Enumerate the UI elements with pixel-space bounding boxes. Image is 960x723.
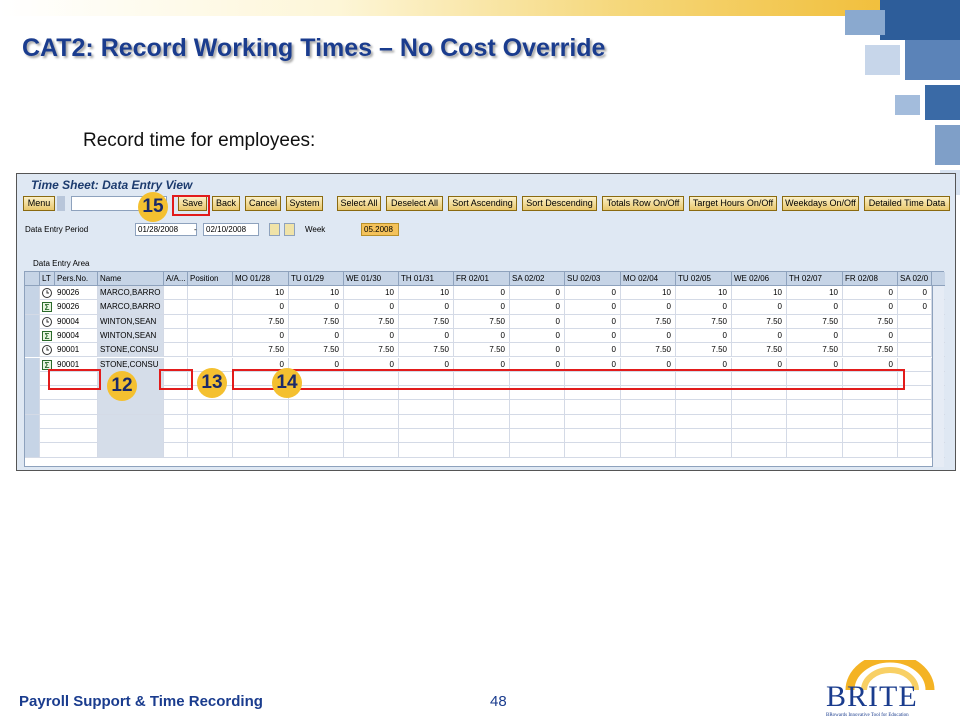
hours-cell[interactable]: 10 xyxy=(732,286,787,300)
pers-no-cell[interactable]: 90004 xyxy=(55,329,98,343)
hours-cell[interactable] xyxy=(510,415,565,429)
hours-cell[interactable] xyxy=(344,400,399,414)
hours-cell[interactable] xyxy=(289,443,344,457)
hours-cell[interactable] xyxy=(787,443,843,457)
hours-cell[interactable] xyxy=(898,343,932,357)
week-label: Week xyxy=(305,225,326,234)
hours-cell[interactable]: 0 xyxy=(621,358,676,372)
hours-cell[interactable] xyxy=(787,429,843,443)
clock-icon xyxy=(42,288,52,298)
hours-cell[interactable] xyxy=(289,415,344,429)
hours-cell[interactable] xyxy=(399,400,454,414)
callout-badge-14: 14 xyxy=(272,368,302,398)
aa-cell[interactable] xyxy=(164,329,188,343)
svg-text:BRITE: BRITE xyxy=(826,680,918,713)
hours-cell[interactable] xyxy=(454,443,510,457)
pers-no-cell[interactable] xyxy=(55,443,98,457)
hours-cell[interactable]: 7.50 xyxy=(732,315,787,329)
hours-cell[interactable] xyxy=(898,415,932,429)
page-number: 48 xyxy=(490,693,507,710)
hours-cell[interactable]: 10 xyxy=(344,286,399,300)
pers-no-cell[interactable] xyxy=(55,415,98,429)
hours-cell[interactable] xyxy=(676,400,732,414)
hours-cell[interactable]: 0 xyxy=(510,315,565,329)
name-cell: STONE,CONSU xyxy=(98,358,164,372)
hours-cell[interactable] xyxy=(344,415,399,429)
hours-cell[interactable]: 7.50 xyxy=(621,315,676,329)
sum-icon: Σ xyxy=(42,331,52,341)
slide-footer: Payroll Support & Time Recording xyxy=(19,693,263,710)
hours-cell[interactable]: 0 xyxy=(843,286,898,300)
hours-cell[interactable]: 0 xyxy=(454,329,510,343)
system-button[interactable]: System xyxy=(286,196,323,211)
name-cell: WINTON,SEAN xyxy=(98,329,164,343)
hours-cell[interactable] xyxy=(787,415,843,429)
hours-cell[interactable]: 0 xyxy=(621,329,676,343)
hours-cell[interactable]: 0 xyxy=(676,300,732,314)
hours-cell[interactable]: 10 xyxy=(233,286,289,300)
row-selector[interactable] xyxy=(25,400,40,414)
table-row[interactable] xyxy=(25,400,945,414)
back-button[interactable]: Back xyxy=(212,196,240,211)
hours-cell[interactable]: 0 xyxy=(399,329,454,343)
save-button[interactable]: Save xyxy=(178,196,207,211)
hours-cell[interactable]: 0 xyxy=(898,286,932,300)
period-to-input[interactable]: 02/10/2008 xyxy=(203,223,259,236)
hours-cell[interactable]: 0 xyxy=(732,329,787,343)
hours-cell[interactable]: 0 xyxy=(565,286,621,300)
hours-cell[interactable]: 7.50 xyxy=(399,315,454,329)
aa-cell[interactable] xyxy=(164,315,188,329)
column-header-day[interactable]: WE 01/30 xyxy=(344,272,399,286)
hours-cell[interactable] xyxy=(732,429,787,443)
column-header-day[interactable]: WE 02/06 xyxy=(732,272,787,286)
hours-cell[interactable]: 7.50 xyxy=(787,315,843,329)
column-header-day[interactable]: SA 02/02 xyxy=(510,272,565,286)
pers-no-cell[interactable] xyxy=(55,429,98,443)
hours-cell[interactable] xyxy=(510,443,565,457)
table-header xyxy=(25,272,945,286)
hours-cell[interactable]: 0 xyxy=(233,300,289,314)
hours-cell[interactable] xyxy=(621,429,676,443)
hours-cell[interactable]: 0 xyxy=(399,300,454,314)
column-header-day[interactable]: MO 01/28 xyxy=(233,272,289,286)
hours-cell[interactable] xyxy=(289,429,344,443)
hours-cell[interactable]: 0 xyxy=(787,358,843,372)
row-selector[interactable] xyxy=(25,443,40,457)
name-cell: WINTON,SEAN xyxy=(98,315,164,329)
pers-no-cell[interactable]: 90001 xyxy=(55,343,98,357)
table-row[interactable] xyxy=(25,315,945,329)
row-selector[interactable] xyxy=(25,315,40,329)
hours-cell[interactable] xyxy=(843,400,898,414)
hours-cell[interactable] xyxy=(621,400,676,414)
column-header-day[interactable]: TH 01/31 xyxy=(399,272,454,286)
menu-button[interactable]: Menu xyxy=(23,196,55,211)
column-header-day[interactable]: TU 01/29 xyxy=(289,272,344,286)
hours-cell[interactable] xyxy=(399,443,454,457)
aa-cell[interactable] xyxy=(164,300,188,314)
table-row[interactable] xyxy=(25,300,945,314)
hours-cell[interactable]: 7.50 xyxy=(732,343,787,357)
position-cell[interactable] xyxy=(188,315,233,329)
slide-subtitle: Record time for employees: xyxy=(83,130,316,151)
aa-cell[interactable] xyxy=(164,429,188,443)
table-row[interactable] xyxy=(25,443,945,457)
name-cell: MARCO,BARRO xyxy=(98,300,164,314)
hours-cell[interactable]: 0 xyxy=(565,358,621,372)
hours-cell[interactable]: 0 xyxy=(565,315,621,329)
period-separator: - xyxy=(194,225,197,234)
hours-cell[interactable]: 0 xyxy=(676,329,732,343)
period-from-input[interactable]: 01/28/2008 xyxy=(135,223,197,236)
hours-cell[interactable]: 0 xyxy=(289,300,344,314)
hours-cell[interactable] xyxy=(233,400,289,414)
hours-cell[interactable] xyxy=(843,443,898,457)
clock-icon xyxy=(42,317,52,327)
hours-cell[interactable]: 0 xyxy=(843,300,898,314)
hours-cell[interactable] xyxy=(732,415,787,429)
hours-cell[interactable] xyxy=(676,443,732,457)
hours-cell[interactable] xyxy=(233,429,289,443)
hours-cell[interactable]: 0 xyxy=(565,329,621,343)
hours-cell[interactable]: 0 xyxy=(898,300,932,314)
hours-cell[interactable]: 10 xyxy=(399,286,454,300)
hours-cell[interactable] xyxy=(233,443,289,457)
hours-cell[interactable]: 7.50 xyxy=(289,315,344,329)
row-selector[interactable] xyxy=(25,286,40,300)
row-selector[interactable] xyxy=(25,386,40,400)
hours-cell[interactable] xyxy=(565,415,621,429)
menu-arrow-icon[interactable] xyxy=(57,196,65,211)
sort-ascending-button[interactable]: Sort Ascending xyxy=(448,196,517,211)
sum-icon: Σ xyxy=(42,302,52,312)
aa-cell[interactable] xyxy=(164,286,188,300)
next-period-icon[interactable] xyxy=(284,223,295,236)
hours-cell[interactable] xyxy=(843,429,898,443)
hours-cell[interactable] xyxy=(565,443,621,457)
position-cell[interactable] xyxy=(188,343,233,357)
hours-cell[interactable] xyxy=(510,429,565,443)
hours-cell[interactable] xyxy=(454,429,510,443)
deselect-all-button[interactable]: Deselect All xyxy=(386,196,443,211)
hours-cell[interactable] xyxy=(843,415,898,429)
column-header-name[interactable]: Name xyxy=(98,272,164,286)
position-cell[interactable] xyxy=(188,415,233,429)
hours-cell[interactable]: 0 xyxy=(510,300,565,314)
period-label: Data Entry Period xyxy=(25,225,89,234)
callout-badge-12: 12 xyxy=(107,371,137,401)
hours-cell[interactable]: 7.50 xyxy=(843,315,898,329)
hours-cell[interactable] xyxy=(898,315,932,329)
name-cell xyxy=(98,443,164,457)
hours-cell[interactable]: 0 xyxy=(233,358,289,372)
hours-cell[interactable]: 7.50 xyxy=(454,315,510,329)
row-selector[interactable] xyxy=(25,429,40,443)
row-selector[interactable] xyxy=(25,329,40,343)
hours-cell[interactable] xyxy=(732,400,787,414)
sort-descending-button[interactable]: Sort Descending xyxy=(522,196,597,211)
column-header-day[interactable]: FR 02/08 xyxy=(843,272,898,286)
hours-cell[interactable]: 7.50 xyxy=(233,315,289,329)
name-cell xyxy=(98,415,164,429)
pers-no-cell[interactable]: 90026 xyxy=(55,300,98,314)
hours-cell[interactable] xyxy=(454,415,510,429)
totals-row-button[interactable]: Totals Row On/Off xyxy=(602,196,684,211)
aa-cell[interactable] xyxy=(164,443,188,457)
hours-cell[interactable] xyxy=(898,400,932,414)
hours-cell[interactable]: 0 xyxy=(344,329,399,343)
table-row[interactable] xyxy=(25,429,945,443)
detailed-time-data-button[interactable]: Detailed Time Data xyxy=(864,196,950,211)
column-header-position[interactable]: Position xyxy=(188,272,233,286)
hours-cell[interactable]: 0 xyxy=(399,358,454,372)
hours-cell[interactable]: 0 xyxy=(787,300,843,314)
row-selector[interactable] xyxy=(25,358,40,372)
svg-text:BRowards Innovative Tool for E: BRowards Innovative Tool for Education xyxy=(826,713,909,718)
hours-cell[interactable]: 0 xyxy=(454,358,510,372)
hours-cell[interactable]: 7.50 xyxy=(399,343,454,357)
slide-title: CAT2: Record Working Times – No Cost Override xyxy=(22,34,606,62)
hours-cell[interactable]: 0 xyxy=(289,358,344,372)
hours-cell[interactable]: 0 xyxy=(344,300,399,314)
hours-cell[interactable]: 0 xyxy=(510,286,565,300)
hours-cell[interactable] xyxy=(344,429,399,443)
select-all-button[interactable]: Select All xyxy=(337,196,381,211)
name-cell xyxy=(98,429,164,443)
hours-cell[interactable]: 0 xyxy=(565,300,621,314)
decorative-corner-squares xyxy=(785,0,960,200)
hours-cell[interactable] xyxy=(898,329,932,343)
pers-no-cell[interactable]: 90026 xyxy=(55,286,98,300)
hours-cell[interactable]: 0 xyxy=(843,329,898,343)
hours-cell[interactable]: 7.50 xyxy=(344,315,399,329)
hours-cell[interactable] xyxy=(898,443,932,457)
table-row[interactable] xyxy=(25,415,945,429)
cancel-button[interactable]: Cancel xyxy=(245,196,281,211)
name-cell: STONE,CONSU xyxy=(98,343,164,357)
hours-cell[interactable]: 7.50 xyxy=(787,343,843,357)
hours-cell[interactable] xyxy=(565,429,621,443)
row-selector[interactable] xyxy=(25,300,40,314)
pers-no-cell[interactable]: 90004 xyxy=(55,315,98,329)
hours-cell[interactable]: 0 xyxy=(510,358,565,372)
column-header-aa[interactable]: A/A... xyxy=(164,272,188,286)
hours-cell[interactable]: 7.50 xyxy=(454,343,510,357)
week-input[interactable]: 05.2008 xyxy=(361,223,399,236)
hours-cell[interactable]: 0 xyxy=(344,358,399,372)
hours-cell[interactable] xyxy=(676,415,732,429)
hours-cell[interactable]: 0 xyxy=(676,358,732,372)
hours-cell[interactable] xyxy=(787,400,843,414)
hours-cell[interactable]: 0 xyxy=(289,329,344,343)
hours-cell[interactable]: 0 xyxy=(621,300,676,314)
hours-cell[interactable] xyxy=(454,400,510,414)
hours-cell[interactable]: 0 xyxy=(732,358,787,372)
hours-cell[interactable] xyxy=(732,443,787,457)
column-header-day[interactable]: TH 02/07 xyxy=(787,272,843,286)
hours-cell[interactable]: 0 xyxy=(565,343,621,357)
column-header-day[interactable]: MO 02/04 xyxy=(621,272,676,286)
hours-cell[interactable] xyxy=(510,400,565,414)
hours-cell[interactable]: 0 xyxy=(454,300,510,314)
column-header-lt[interactable]: LT xyxy=(40,272,55,286)
hours-cell[interactable]: 7.50 xyxy=(843,343,898,357)
window-title: Time Sheet: Data Entry View xyxy=(31,178,193,192)
hours-cell[interactable]: 7.50 xyxy=(289,343,344,357)
hours-cell[interactable] xyxy=(621,443,676,457)
position-cell[interactable] xyxy=(188,300,233,314)
hours-cell[interactable]: 10 xyxy=(787,286,843,300)
brite-logo xyxy=(820,660,956,718)
hours-cell[interactable] xyxy=(344,443,399,457)
column-header-pers[interactable]: Pers.No. xyxy=(55,272,98,286)
hours-cell[interactable]: 0 xyxy=(454,286,510,300)
callout-box-save xyxy=(172,195,210,216)
callout-box-hours xyxy=(232,369,905,390)
column-header-day[interactable]: SA 02/0 xyxy=(898,272,932,286)
aa-cell[interactable] xyxy=(164,343,188,357)
hours-cell[interactable]: 7.50 xyxy=(233,343,289,357)
callout-badge-13: 13 xyxy=(197,368,227,398)
prev-period-icon[interactable] xyxy=(269,223,280,236)
callout-box-aa xyxy=(159,369,193,390)
position-cell[interactable] xyxy=(188,329,233,343)
vertical-scrollbar[interactable] xyxy=(932,286,944,467)
table-row[interactable] xyxy=(25,343,945,357)
aa-cell[interactable] xyxy=(164,415,188,429)
table-row[interactable] xyxy=(25,329,945,343)
hours-cell[interactable] xyxy=(676,429,732,443)
position-cell[interactable] xyxy=(188,429,233,443)
column-header-day[interactable]: FR 02/01 xyxy=(454,272,510,286)
hours-cell[interactable]: 0 xyxy=(787,329,843,343)
hours-cell[interactable] xyxy=(399,429,454,443)
hours-cell[interactable]: 7.50 xyxy=(621,343,676,357)
hours-cell[interactable]: 0 xyxy=(732,300,787,314)
pers-no-cell[interactable] xyxy=(55,400,98,414)
select-all-icon[interactable] xyxy=(25,272,40,286)
hours-cell[interactable]: 10 xyxy=(289,286,344,300)
hours-cell[interactable] xyxy=(898,429,932,443)
hours-cell[interactable]: 7.50 xyxy=(344,343,399,357)
name-cell: MARCO,BARRO xyxy=(98,286,164,300)
sum-icon: Σ xyxy=(42,360,52,370)
hours-cell[interactable]: 0 xyxy=(510,329,565,343)
name-cell xyxy=(98,400,164,414)
hours-cell[interactable]: 10 xyxy=(676,286,732,300)
hours-cell[interactable]: 7.50 xyxy=(676,343,732,357)
table-row[interactable] xyxy=(25,286,945,300)
hours-cell[interactable]: 7.50 xyxy=(676,315,732,329)
position-cell[interactable] xyxy=(188,286,233,300)
position-cell[interactable] xyxy=(188,443,233,457)
hours-cell[interactable]: 0 xyxy=(233,329,289,343)
hours-cell[interactable] xyxy=(399,415,454,429)
callout-box-pers-no xyxy=(48,369,101,390)
column-header-day[interactable]: TU 02/05 xyxy=(676,272,732,286)
hours-cell[interactable]: 0 xyxy=(510,343,565,357)
row-selector[interactable] xyxy=(25,415,40,429)
pers-no-cell[interactable]: 90001 xyxy=(55,358,98,372)
hours-cell[interactable] xyxy=(565,400,621,414)
hours-cell[interactable]: 10 xyxy=(621,286,676,300)
position-cell[interactable] xyxy=(188,400,233,414)
data-entry-area-label: Data Entry Area xyxy=(33,259,90,268)
aa-cell[interactable] xyxy=(164,400,188,414)
hours-cell[interactable]: 0 xyxy=(843,358,898,372)
row-selector[interactable] xyxy=(25,372,40,386)
row-selector[interactable] xyxy=(25,343,40,357)
hours-cell[interactable] xyxy=(621,415,676,429)
target-hours-button[interactable]: Target Hours On/Off xyxy=(689,196,777,211)
weekdays-button[interactable]: Weekdays On/Off xyxy=(782,196,859,211)
column-header-day[interactable]: SU 02/03 xyxy=(565,272,621,286)
hours-cell[interactable] xyxy=(233,415,289,429)
clock-icon xyxy=(42,345,52,355)
callout-badge-15: 15 xyxy=(138,192,168,222)
hours-cell[interactable] xyxy=(289,400,344,414)
